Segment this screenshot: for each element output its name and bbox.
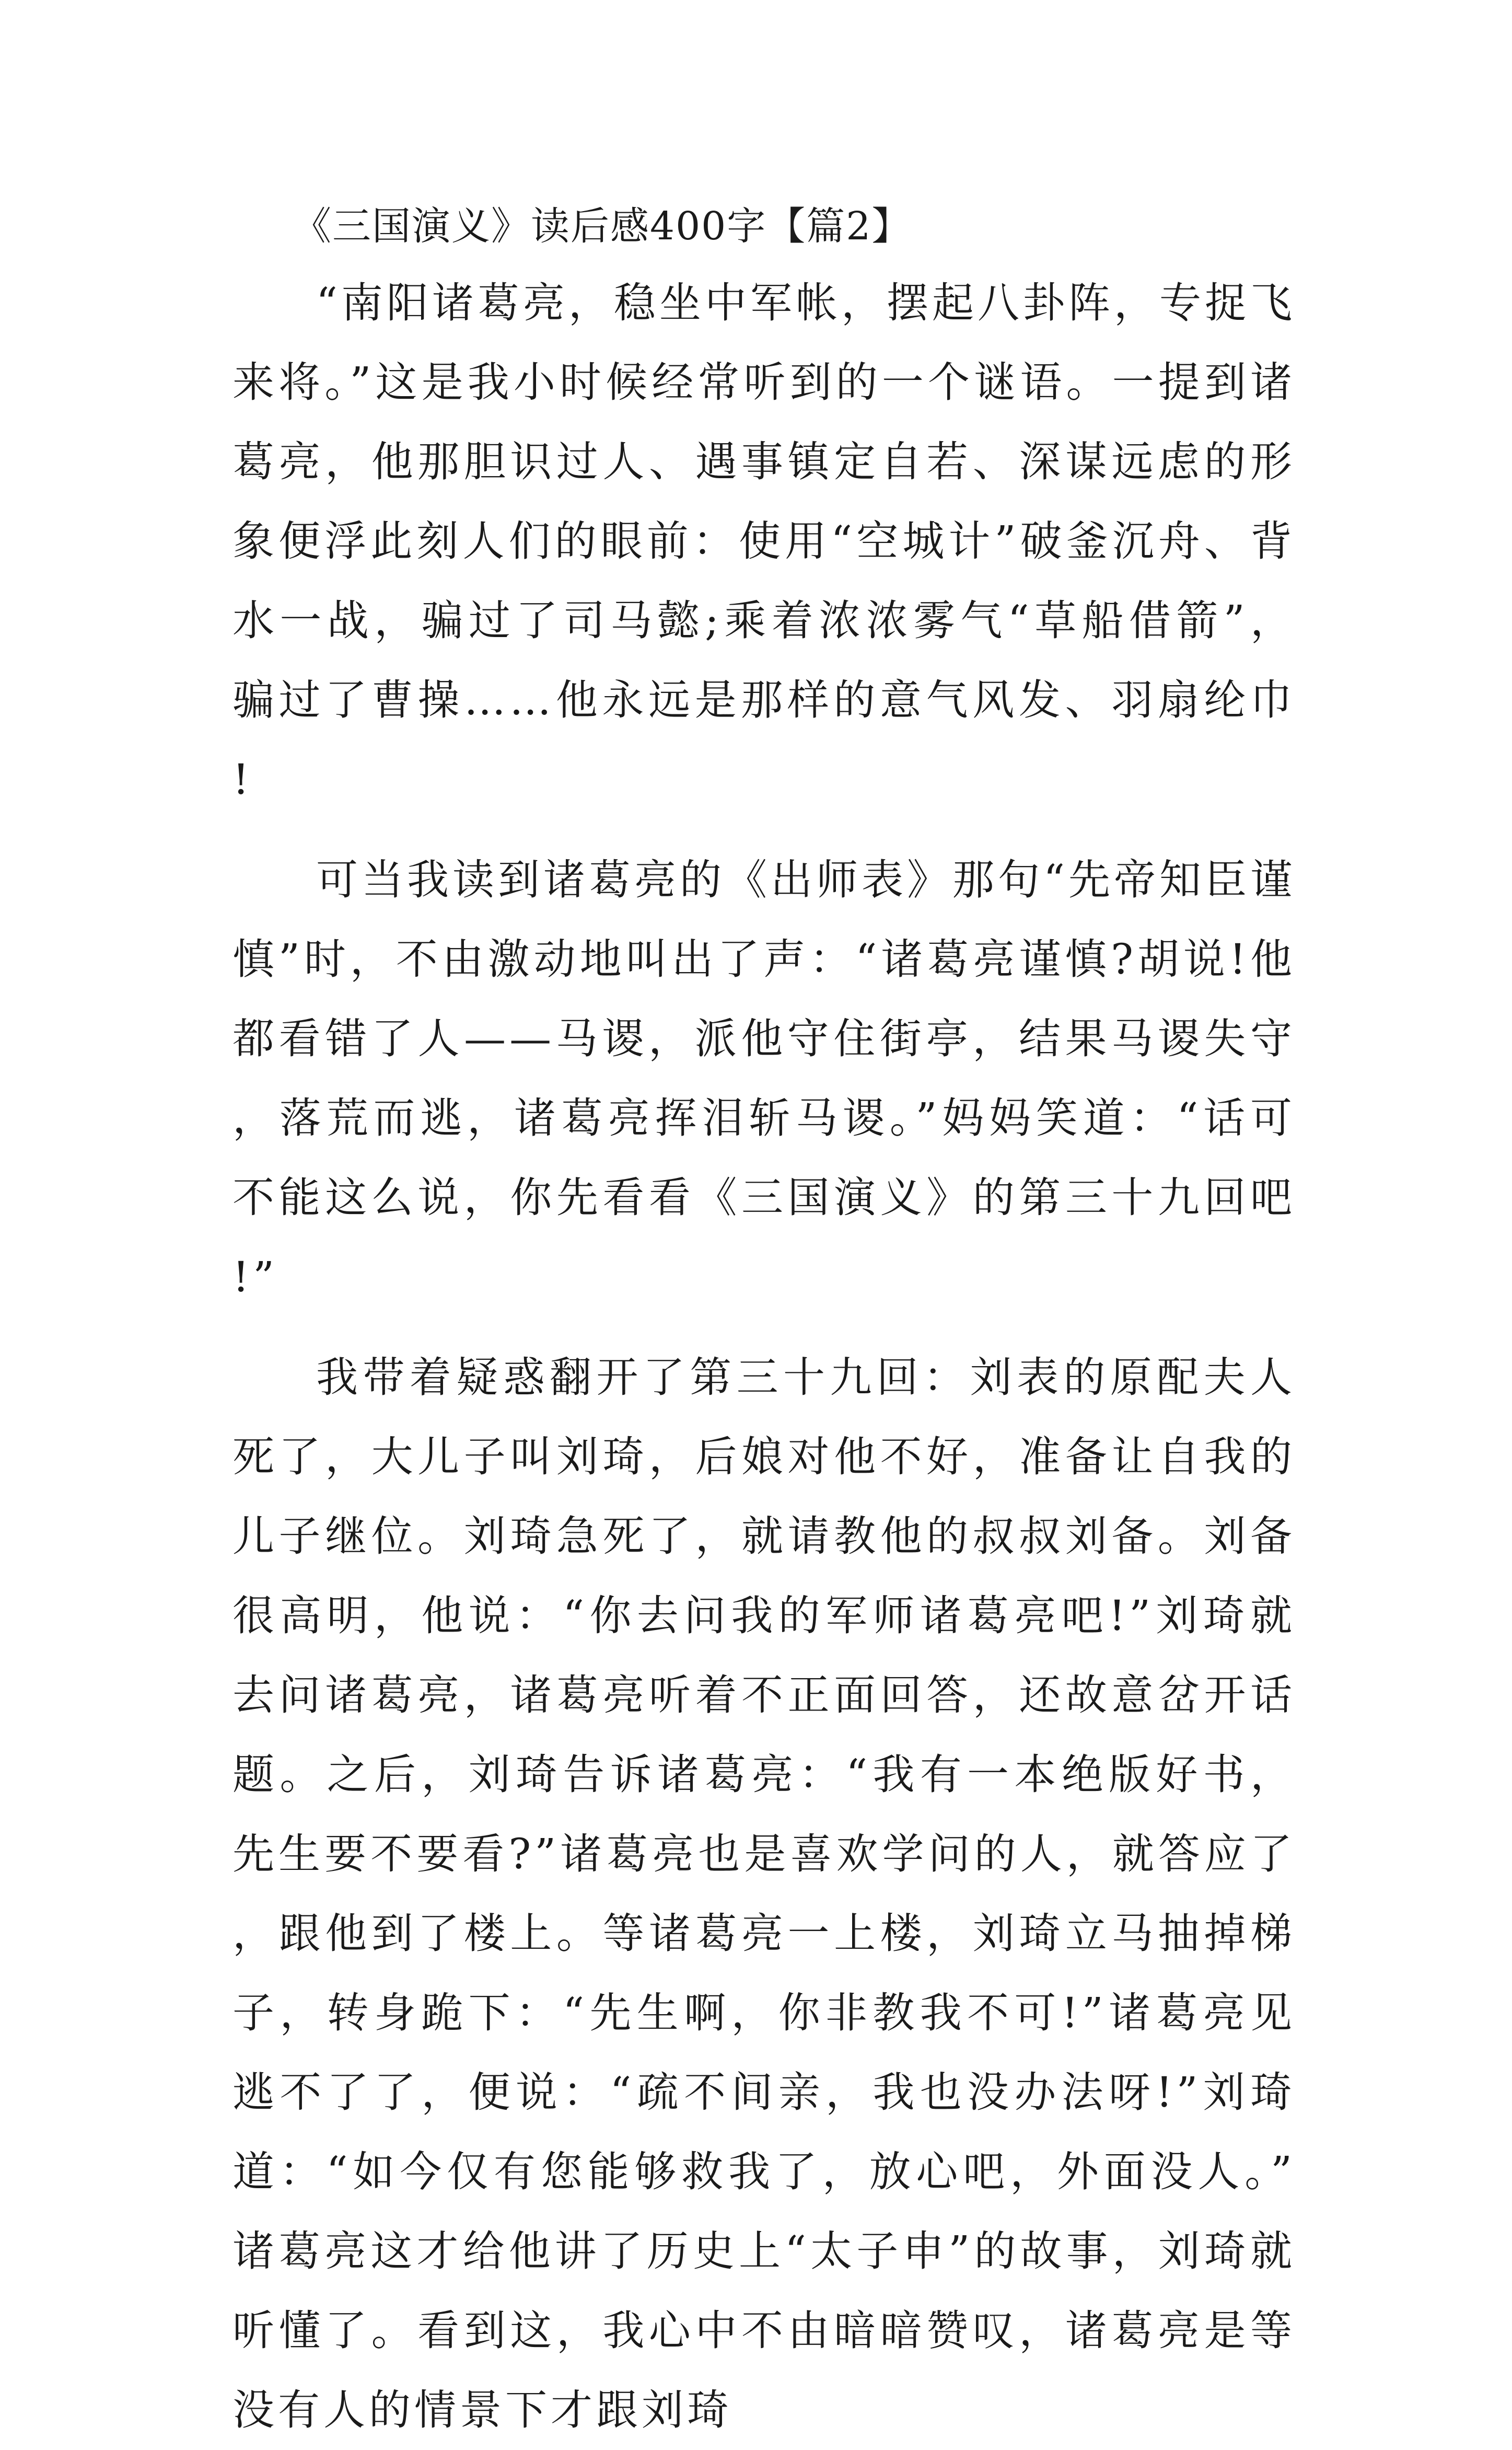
paragraph-3: 我带着疑惑翻开了第三十九回：刘表的原配夫人死了，大儿子叫刘琦，后娘对他不好，准备让自我的儿子继位。刘琦急死了，就请教他的叔叔刘备。刘备很高明，他说：“你去问我的军师诸葛亮吧!”刘琦就去问诸葛亮，诸葛亮听着不正面回答，还故意岔开话题。之后，刘琦告诉诸葛亮：“我有一本绝版好书，先生要不要看?”诸葛亮也是喜欢学问的人，就答应了，跟他到了楼上。等诸葛亮一上楼，刘琦立马抽掉梯子，转身跪下：“先生啊，你非教我不可!”诸葛亮见逃不了了，便说：“疏不间亲，我也没办法呀!”刘琦道：“如今仅有您能够救我了，放心吧，外面没人。”诸葛亮这才给他讲了历史上“太子申”的故事，刘琦就听懂了。看到这，我心中不由暗暗赞叹，诸葛亮是等没有人的情景下才跟刘琦 xyxy=(232,1353,1296,2434)
article-title: 《三国演义》读后感400字【篇2】 xyxy=(293,204,912,249)
paragraph-1: “南阳诸葛亮，稳坐中军帐，摆起八卦阵，专捉飞来将。”这是我小时候经常听到的一个谜语。一提到诸葛亮，他那胆识过人、遇事镇定自若、深谋远虑的形象便浮此刻人们的眼前：使用“空城计”破釜沉舟、背水一战，骗过了司马懿;乘着浓浓雾气“草船借箭”，骗过了曹操……他永远是那样的意气风发、羽扇纶巾! xyxy=(232,279,1296,804)
paragraph-2: 可当我读到诸葛亮的《出师表》那句“先帝知臣谨慎”时，不由激动地叫出了声：“诸葛亮谨慎?胡说!他都看错了人——马谡，派他守住街亭，结果马谡失守，落荒而逃，诸葛亮挥泪斩马谡。”妈妈笑道：“话可不能这么说，你先看看《三国演义》的第三十九回吧!” xyxy=(232,856,1296,1301)
article-body xyxy=(232,263,1296,2450)
